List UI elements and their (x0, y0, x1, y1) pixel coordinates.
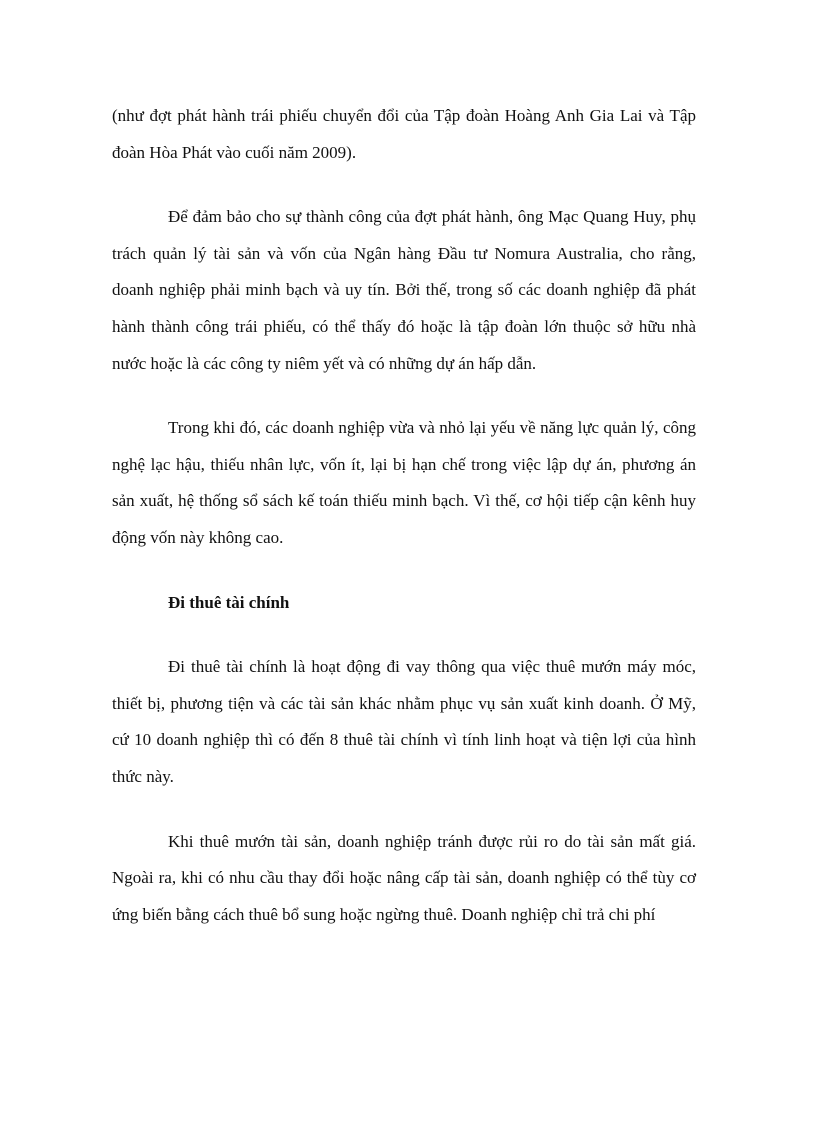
document-page (112, 98, 696, 933)
paragraph-continuation: (như đợt phát hành trái phiếu chuyển đổi của Tập đoàn Hoàng Anh Gia Lai và Tập đoàn Hòa Phát vào cuối năm 2009). (112, 106, 696, 162)
section-heading: Đi thuê tài chính (168, 592, 290, 612)
paragraph-success-conditions: Để đảm bảo cho sự thành công của đợt phát hành, ông Mạc Quang Huy, phụ trách quản lý tài sản và vốn của Ngân hàng Đầu tư Nomura Australia, cho rằng, doanh nghiệp phải minh bạch và uy tín. Bởi thế, trong số các doanh nghiệp đã phát hành thành công trái phiếu, có thể thấy đó hoặc là tập đoàn lớn thuộc sở hữu nhà nước hoặc là các công ty niêm yết và có những dự án hấp dẫn. (112, 207, 696, 373)
paragraph-sme-weakness: Trong khi đó, các doanh nghiệp vừa và nhỏ lại yếu về năng lực quản lý, công nghệ lạc hậu, thiếu nhân lực, vốn ít, lại bị hạn chế trong việc lập dự án, phương án sản xuất, hệ thống sổ sách kế toán thiếu minh bạch. Vì thế, cơ hội tiếp cận kênh huy động vốn này không cao. (112, 418, 696, 547)
paragraph-financial-leasing: Đi thuê tài chính là hoạt động đi vay thông qua việc thuê mướn máy móc, thiết bị, phương tiện và các tài sản khác nhằm phục vụ sản xuất kinh doanh. Ở Mỹ, cứ 10 doanh nghiệp thì có đến 8 thuê tài chính vì tính linh hoạt và tiện lợi của hình thức này. (112, 657, 696, 786)
paragraph-leasing-benefits: Khi thuê mướn tài sản, doanh nghiệp tránh được rủi ro do tài sản mất giá. Ngoài ra, khi có nhu cầu thay đổi hoặc nâng cấp tài sản, doanh nghiệp có thể tùy cơ ứng biến bằng cách thuê bổ sung hoặc ngừng thuê. Doanh nghiệp chỉ trả chi phí (112, 831, 696, 924)
